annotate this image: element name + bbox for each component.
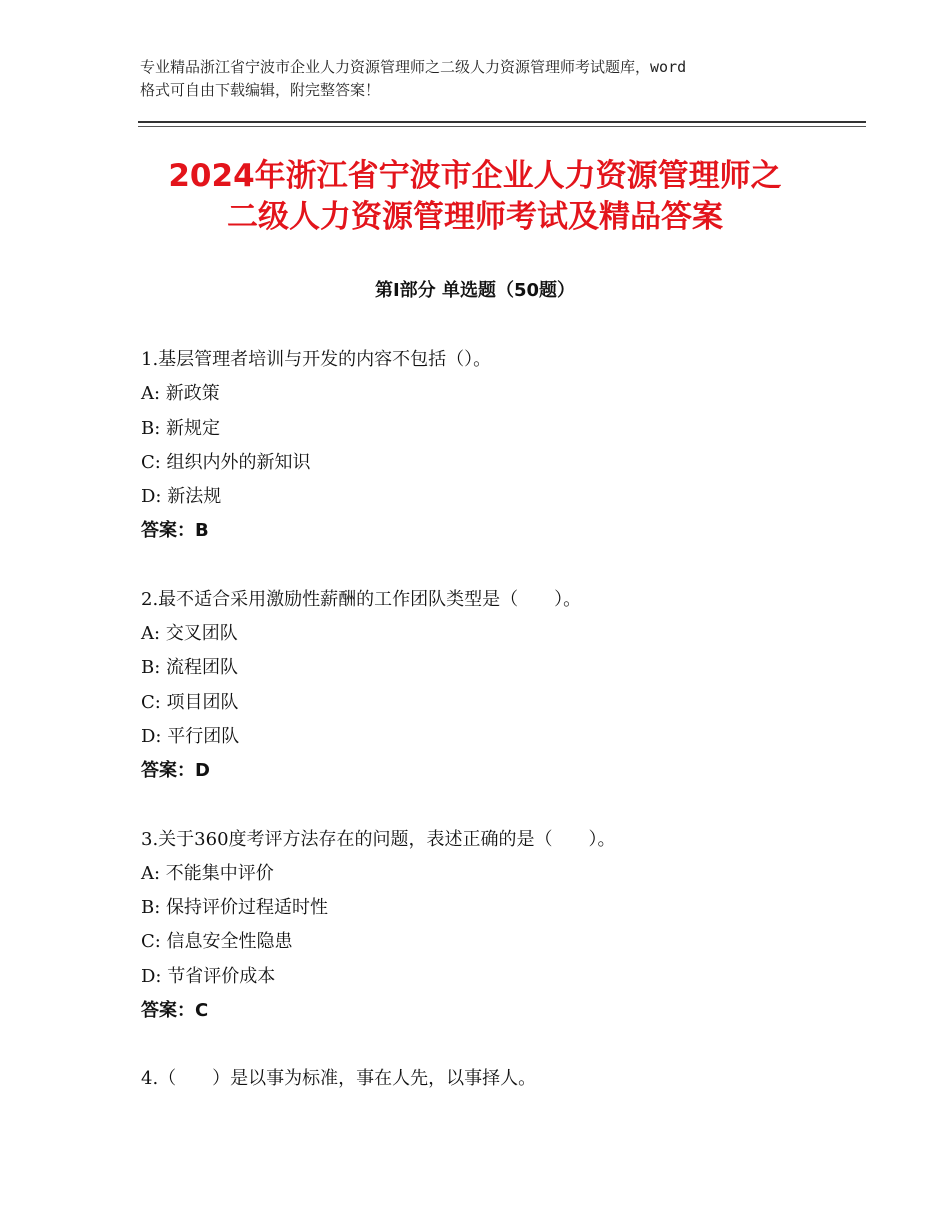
option-a: A: 新政策 bbox=[141, 383, 220, 405]
answer-key: 答案：D bbox=[141, 760, 210, 782]
question-1 bbox=[141, 343, 861, 549]
option-d: D: 新法规 bbox=[141, 486, 222, 508]
question-list bbox=[141, 343, 861, 1131]
page-header bbox=[140, 56, 840, 102]
title-line-2: 二级人力资源管理师考试及精品答案 bbox=[227, 199, 723, 235]
option-c: C: 信息安全性隐患 bbox=[141, 931, 293, 953]
header-divider-thin bbox=[138, 126, 866, 127]
option-c: C: 项目团队 bbox=[141, 691, 239, 713]
option-d: D: 节省评价成本 bbox=[141, 965, 276, 987]
section-heading: 第Ⅰ部分 单选题（50题） bbox=[374, 280, 575, 301]
option-a: A: 交叉团队 bbox=[141, 623, 238, 645]
option-b: B: 保持评价过程适时性 bbox=[141, 897, 329, 919]
header-line-2: 格式可自由下载编辑，附完整答案！ bbox=[140, 81, 381, 99]
title-line-1: 2024年浙江省宁波市企业人力资源管理师之 bbox=[168, 158, 782, 194]
question-stem: 3.关于360度考评方法存在的问题，表述正确的是（ ）。 bbox=[141, 828, 616, 850]
document-title bbox=[100, 156, 850, 238]
question-4 bbox=[141, 1062, 861, 1096]
option-a: A: 不能集中评价 bbox=[141, 862, 274, 884]
answer-key: 答案：B bbox=[141, 520, 209, 542]
option-b: B: 新规定 bbox=[141, 417, 221, 439]
header-line-1: 专业精品浙江省宁波市企业人力资源管理师之二级人力资源管理师考试题库，word bbox=[140, 58, 687, 76]
question-3 bbox=[141, 823, 861, 1029]
question-2 bbox=[141, 583, 861, 789]
question-stem: 2.最不适合采用激励性薪酬的工作团队类型是（ ）。 bbox=[141, 588, 582, 610]
header-divider-thick bbox=[138, 121, 866, 123]
option-c: C: 组织内外的新知识 bbox=[141, 451, 311, 473]
answer-key: 答案：C bbox=[141, 1000, 209, 1022]
option-b: B: 流程团队 bbox=[141, 657, 239, 679]
question-stem: 1.基层管理者培训与开发的内容不包括（）。 bbox=[141, 349, 492, 370]
option-d: D: 平行团队 bbox=[141, 725, 240, 747]
question-stem: 4.（ ）是以事为标准，事在人先，以事择人。 bbox=[141, 1068, 537, 1090]
